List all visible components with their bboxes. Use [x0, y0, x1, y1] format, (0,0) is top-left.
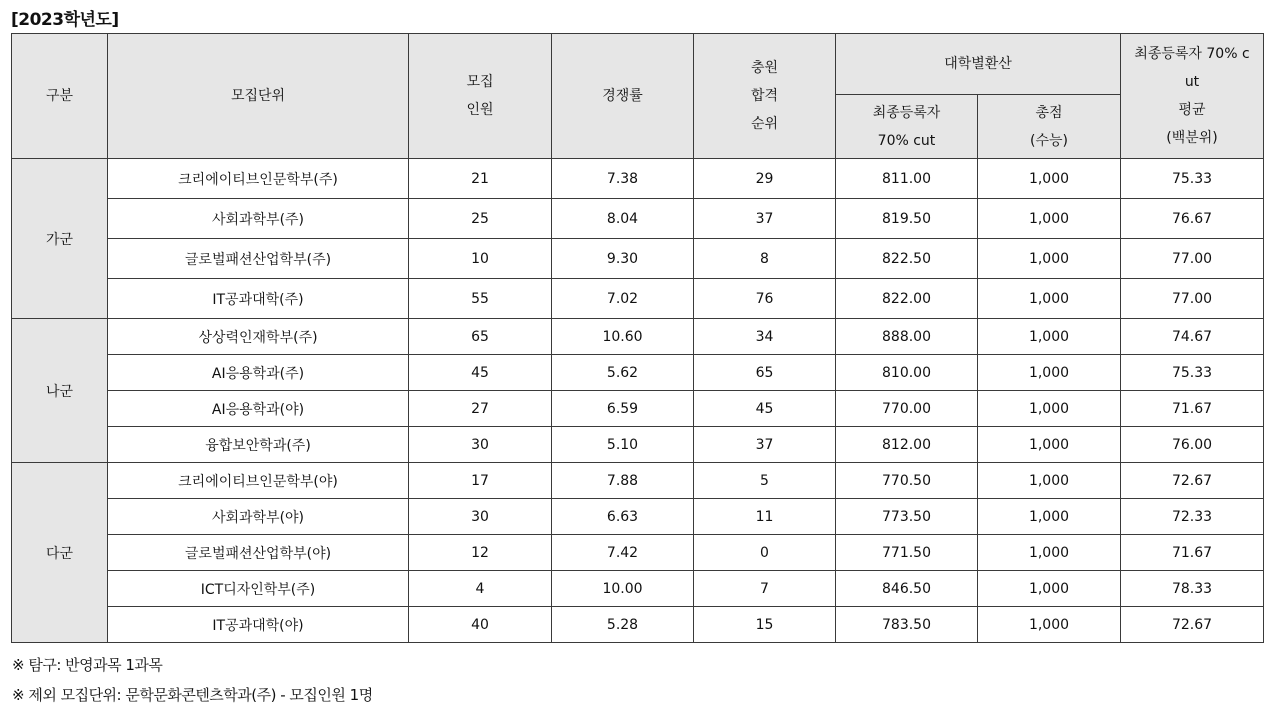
average-cell: 77.00	[1121, 239, 1264, 279]
header-total	[978, 95, 1121, 159]
unit-cell: AI응용학과(주)	[108, 355, 409, 391]
ratio-cell: 5.10	[552, 427, 694, 463]
header-average	[1121, 34, 1264, 159]
average-cell: 74.67	[1121, 319, 1264, 355]
header-cut	[836, 95, 978, 159]
rank-cell: 29	[694, 159, 836, 199]
average-cell: 71.67	[1121, 535, 1264, 571]
rank-cell: 45	[694, 391, 836, 427]
rank-cell: 65	[694, 355, 836, 391]
total-cell: 1,000	[978, 239, 1121, 279]
table-row	[12, 355, 1264, 391]
unit-cell: 글로벌패션산업학부(주)	[108, 239, 409, 279]
quota-cell: 17	[409, 463, 552, 499]
ratio-cell: 6.63	[552, 499, 694, 535]
unit-cell: 크리에이티브인문학부(주)	[108, 159, 409, 199]
total-cell: 1,000	[978, 279, 1121, 319]
ratio-cell: 8.04	[552, 199, 694, 239]
quota-cell: 12	[409, 535, 552, 571]
unit-cell: 사회과학부(야)	[108, 499, 409, 535]
table-row	[12, 427, 1264, 463]
header-quota-line1: 모집	[466, 74, 494, 90]
cut-cell: 888.00	[836, 319, 978, 355]
header-rank	[694, 34, 836, 159]
header-cut-line1: 최종등록자	[872, 104, 941, 121]
table-row	[12, 159, 1264, 199]
header-cut-line2: 70% cut	[877, 132, 936, 149]
average-cell: 76.67	[1121, 199, 1264, 239]
rank-cell: 76	[694, 279, 836, 319]
quota-cell: 4	[409, 571, 552, 607]
quota-cell: 10	[409, 239, 552, 279]
quota-cell: 45	[409, 355, 552, 391]
quota-cell: 25	[409, 199, 552, 239]
rank-cell: 0	[694, 535, 836, 571]
ratio-cell: 10.60	[552, 319, 694, 355]
quota-cell: 30	[409, 427, 552, 463]
average-cell: 71.67	[1121, 391, 1264, 427]
header-unit: 모집단위	[108, 34, 409, 159]
group-label: 나군	[12, 319, 108, 463]
ratio-cell: 5.62	[552, 355, 694, 391]
cut-cell: 822.00	[836, 279, 978, 319]
cut-cell: 811.00	[836, 159, 978, 199]
cut-cell: 819.50	[836, 199, 978, 239]
header-univ-conversion: 대학별환산	[836, 34, 1121, 95]
table-row	[12, 499, 1264, 535]
total-cell: 1,000	[978, 355, 1121, 391]
table-header	[12, 34, 1264, 159]
average-cell: 77.00	[1121, 279, 1264, 319]
unit-cell: AI응용학과(야)	[108, 391, 409, 427]
cut-cell: 810.00	[836, 355, 978, 391]
ratio-cell: 7.88	[552, 463, 694, 499]
total-cell: 1,000	[978, 535, 1121, 571]
table-body	[12, 159, 1264, 643]
quota-cell: 55	[409, 279, 552, 319]
rank-cell: 37	[694, 427, 836, 463]
cut-cell: 770.50	[836, 463, 978, 499]
note-excluded-unit: ※ 제외 모집단위: 문학문화콘텐츠학과(주) - 모집인원 1명	[12, 686, 373, 704]
total-cell: 1,000	[978, 571, 1121, 607]
table-row	[12, 535, 1264, 571]
table-row	[12, 279, 1264, 319]
average-cell: 78.33	[1121, 571, 1264, 607]
total-cell: 1,000	[978, 319, 1121, 355]
cut-cell: 771.50	[836, 535, 978, 571]
rank-cell: 11	[694, 499, 836, 535]
average-cell: 72.33	[1121, 499, 1264, 535]
quota-cell: 27	[409, 391, 552, 427]
group-label: 가군	[12, 159, 108, 319]
quota-cell: 65	[409, 319, 552, 355]
average-cell: 72.67	[1121, 607, 1264, 643]
ratio-cell: 7.02	[552, 279, 694, 319]
header-average-line1: 최종등록자 70% c	[1134, 46, 1250, 62]
average-cell: 76.00	[1121, 427, 1264, 463]
table-row	[12, 607, 1264, 643]
table-row	[12, 319, 1264, 355]
cut-cell: 846.50	[836, 571, 978, 607]
table-row	[12, 391, 1264, 427]
unit-cell: ICT디자인학부(주)	[108, 571, 409, 607]
cut-cell: 773.50	[836, 499, 978, 535]
unit-cell: 글로벌패션산업학부(야)	[108, 535, 409, 571]
total-cell: 1,000	[978, 607, 1121, 643]
ratio-cell: 6.59	[552, 391, 694, 427]
table-row	[12, 463, 1264, 499]
rank-cell: 8	[694, 239, 836, 279]
rank-cell: 5	[694, 463, 836, 499]
header-average-line3: 평균	[1178, 102, 1206, 118]
cut-cell: 822.50	[836, 239, 978, 279]
total-cell: 1,000	[978, 391, 1121, 427]
rank-cell: 34	[694, 319, 836, 355]
page-title: [2023학년도]	[11, 10, 119, 30]
average-cell: 75.33	[1121, 355, 1264, 391]
table-row	[12, 199, 1264, 239]
total-cell: 1,000	[978, 499, 1121, 535]
header-group: 구분	[12, 34, 108, 159]
unit-cell: IT공과대학(야)	[108, 607, 409, 643]
quota-cell: 21	[409, 159, 552, 199]
note-inquiry: ※ 탐구: 반영과목 1과목	[12, 656, 163, 674]
total-cell: 1,000	[978, 427, 1121, 463]
group-label: 다군	[12, 463, 108, 643]
average-cell: 72.67	[1121, 463, 1264, 499]
quota-cell: 30	[409, 499, 552, 535]
unit-cell: 크리에이티브인문학부(야)	[108, 463, 409, 499]
unit-cell: 상상력인재학부(주)	[108, 319, 409, 355]
ratio-cell: 7.42	[552, 535, 694, 571]
header-total-line2: (수능)	[1030, 132, 1068, 149]
total-cell: 1,000	[978, 159, 1121, 199]
rank-cell: 15	[694, 607, 836, 643]
header-average-line4: (백분위)	[1166, 130, 1218, 146]
total-cell: 1,000	[978, 199, 1121, 239]
header-total-line1: 총점	[1035, 104, 1063, 121]
table-row	[12, 571, 1264, 607]
header-quota	[409, 34, 552, 159]
cut-cell: 783.50	[836, 607, 978, 643]
header-ratio: 경쟁률	[552, 34, 694, 159]
ratio-cell: 9.30	[552, 239, 694, 279]
cut-cell: 812.00	[836, 427, 978, 463]
admission-results-table	[11, 33, 1264, 643]
unit-cell: 사회과학부(주)	[108, 199, 409, 239]
header-average-line2: ut	[1184, 74, 1200, 90]
ratio-cell: 7.38	[552, 159, 694, 199]
unit-cell: IT공과대학(주)	[108, 279, 409, 319]
total-cell: 1,000	[978, 463, 1121, 499]
average-cell: 75.33	[1121, 159, 1264, 199]
cut-cell: 770.00	[836, 391, 978, 427]
quota-cell: 40	[409, 607, 552, 643]
ratio-cell: 5.28	[552, 607, 694, 643]
header-rank-line2: 합격	[750, 88, 779, 104]
rank-cell: 37	[694, 199, 836, 239]
header-rank-line3: 순위	[750, 116, 779, 132]
unit-cell: 융합보안학과(주)	[108, 427, 409, 463]
table-row	[12, 239, 1264, 279]
header-quota-line2: 인원	[466, 102, 494, 118]
rank-cell: 7	[694, 571, 836, 607]
header-rank-line1: 충원	[750, 60, 779, 76]
ratio-cell: 10.00	[552, 571, 694, 607]
